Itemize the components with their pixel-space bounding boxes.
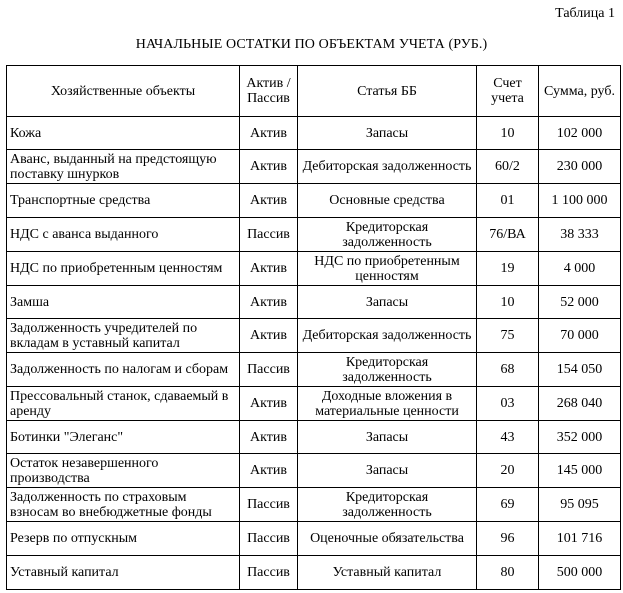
- cell-type: Пассив: [240, 218, 298, 252]
- cell-amount: 154 050: [539, 353, 621, 387]
- cell-object: Задолженность по страховым взносам во внебюджетные фонды: [7, 488, 240, 522]
- cell-account: 96: [477, 522, 539, 556]
- header-account: Счет учета: [477, 66, 539, 117]
- table-row: [7, 353, 621, 387]
- cell-account: 01: [477, 184, 539, 218]
- cell-account: 75: [477, 319, 539, 353]
- cell-amount: 70 000: [539, 319, 621, 353]
- cell-amount: 230 000: [539, 150, 621, 184]
- table-header-row: [7, 66, 621, 117]
- cell-object: Уставный капитал: [7, 556, 240, 590]
- cell-type: Пассив: [240, 522, 298, 556]
- cell-object: Остаток незавершенного производства: [7, 454, 240, 488]
- cell-article: Запасы: [298, 117, 477, 150]
- cell-article: Запасы: [298, 454, 477, 488]
- cell-article: Запасы: [298, 421, 477, 454]
- table-row: [7, 218, 621, 252]
- cell-type: Актив: [240, 252, 298, 286]
- header-article: Статья ББ: [298, 66, 477, 117]
- cell-account: 69: [477, 488, 539, 522]
- cell-type: Актив: [240, 117, 298, 150]
- cell-account: 03: [477, 387, 539, 421]
- header-type: Актив / Пассив: [240, 66, 298, 117]
- table-row: [7, 117, 621, 150]
- table-row: [7, 184, 621, 218]
- table-row: [7, 522, 621, 556]
- table-title: НАЧАЛЬНЫЕ ОСТАТКИ ПО ОБЪЕКТАМ УЧЕТА (РУБ.): [135, 37, 488, 52]
- cell-amount: 500 000: [539, 556, 621, 590]
- cell-account: 60/2: [477, 150, 539, 184]
- cell-type: Актив: [240, 150, 298, 184]
- cell-amount: 52 000: [539, 286, 621, 319]
- cell-type: Актив: [240, 421, 298, 454]
- cell-amount: 95 095: [539, 488, 621, 522]
- table-row: [7, 319, 621, 353]
- cell-article: Кредиторская задолженность: [298, 218, 477, 252]
- header-object: Хозяйственные объекты: [7, 66, 240, 117]
- cell-account: 68: [477, 353, 539, 387]
- table-row: [7, 252, 621, 286]
- cell-amount: 102 000: [539, 117, 621, 150]
- cell-amount: 268 040: [539, 387, 621, 421]
- cell-article: Запасы: [298, 286, 477, 319]
- cell-account: 76/ВА: [477, 218, 539, 252]
- cell-article: Дебиторская задолженность: [298, 150, 477, 184]
- table-row: [7, 387, 621, 421]
- cell-account: 43: [477, 421, 539, 454]
- table-caption: Таблица 1: [555, 6, 615, 21]
- cell-type: Актив: [240, 454, 298, 488]
- cell-type: Актив: [240, 184, 298, 218]
- cell-article: Оценочные обязательства: [298, 522, 477, 556]
- cell-article: НДС по приобретенным ценностям: [298, 252, 477, 286]
- cell-article: Уставный капитал: [298, 556, 477, 590]
- cell-article: Кредиторская задолженность: [298, 488, 477, 522]
- cell-article: Дебиторская задолженность: [298, 319, 477, 353]
- cell-object: Аванс, выданный на предстоящую поставку шнурков: [7, 150, 240, 184]
- cell-article: Доходные вложения в материальные ценности: [298, 387, 477, 421]
- cell-object: Задолженность учредителей по вкладам в уставный капитал: [7, 319, 240, 353]
- cell-object: НДС по приобретенным ценностям: [7, 252, 240, 286]
- table-row: [7, 454, 621, 488]
- cell-object: Замша: [7, 286, 240, 319]
- cell-amount: 1 100 000: [539, 184, 621, 218]
- cell-article: Кредиторская задолженность: [298, 353, 477, 387]
- cell-account: 19: [477, 252, 539, 286]
- table-row: [7, 286, 621, 319]
- cell-amount: 101 716: [539, 522, 621, 556]
- header-amount: Сумма, руб.: [539, 66, 621, 117]
- cell-type: Актив: [240, 286, 298, 319]
- cell-amount: 38 333: [539, 218, 621, 252]
- cell-amount: 352 000: [539, 421, 621, 454]
- cell-type: Актив: [240, 319, 298, 353]
- table-row: [7, 556, 621, 590]
- cell-object: Транспортные средства: [7, 184, 240, 218]
- cell-object: Задолженность по налогам и сборам: [7, 353, 240, 387]
- cell-account: 10: [477, 286, 539, 319]
- cell-object: Кожа: [7, 117, 240, 150]
- cell-object: Ботинки "Элеганс": [7, 421, 240, 454]
- cell-account: 80: [477, 556, 539, 590]
- cell-account: 20: [477, 454, 539, 488]
- table-row: [7, 488, 621, 522]
- cell-object: Прессовальный станок, сдаваемый в аренду: [7, 387, 240, 421]
- table-row: [7, 421, 621, 454]
- cell-object: НДС с аванса выданного: [7, 218, 240, 252]
- cell-object: Резерв по отпускным: [7, 522, 240, 556]
- table-row: [7, 150, 621, 184]
- cell-article: Основные средства: [298, 184, 477, 218]
- cell-amount: 145 000: [539, 454, 621, 488]
- cell-type: Пассив: [240, 353, 298, 387]
- cell-type: Пассив: [240, 488, 298, 522]
- cell-type: Пассив: [240, 556, 298, 590]
- cell-amount: 4 000: [539, 252, 621, 286]
- cell-type: Актив: [240, 387, 298, 421]
- balances-table: [6, 65, 621, 590]
- cell-account: 10: [477, 117, 539, 150]
